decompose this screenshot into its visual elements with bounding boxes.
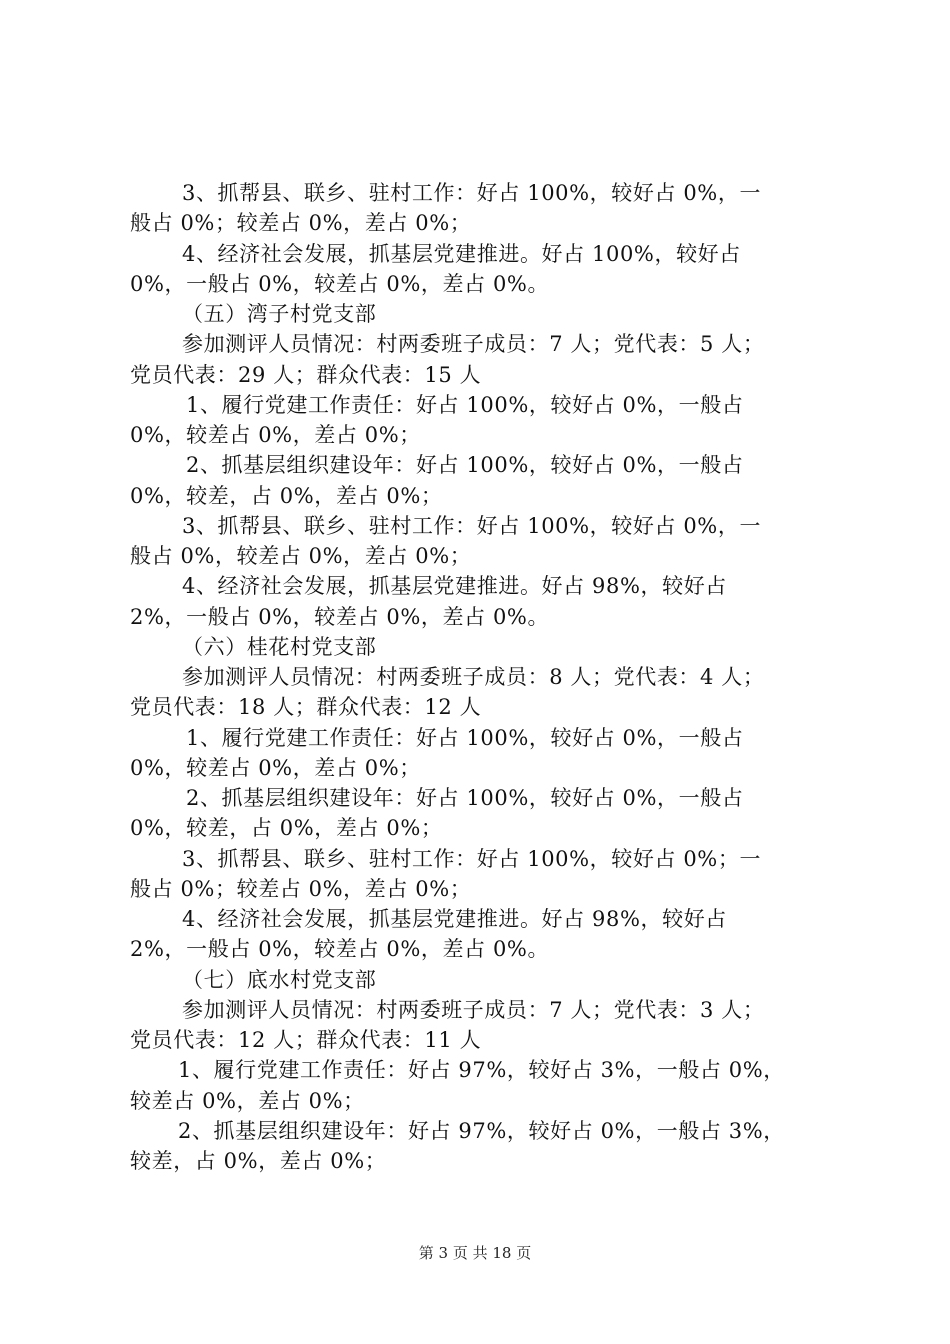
- text-line: 4、经济社会发展，抓基层党建推进。好占 98%，较好占: [182, 907, 727, 931]
- text-line: 党员代表：12 人；群众代表：11 人: [130, 1028, 482, 1052]
- text-line: 般占 0%；较差占 0%，差占 0%；: [130, 876, 472, 901]
- text-line: 参加测评人员情况：村两委班子成员：7 人；党代表：5 人；: [182, 332, 765, 357]
- text-line: 1、履行党建工作责任：好占 100%，较好占 0%，一般占: [186, 392, 744, 417]
- text-line: （五）湾子村党支部: [182, 302, 377, 326]
- text-line: （六）桂花村党支部: [182, 634, 377, 659]
- text-line: 1、履行党建工作责任：好占 97%，较好占 3%，一般占 0%，: [178, 1058, 785, 1083]
- text-line: 3、抓帮县、联乡、驻村工作：好占 100%，较好占 0%，一: [182, 513, 762, 538]
- text-line: 2%，一般占 0%，较差占 0%，差占 0%。: [130, 604, 550, 629]
- text-line: 参加测评人员情况：村两委班子成员：8 人；党代表：4 人；: [182, 665, 765, 689]
- text-line: 2%，一般占 0%，较差占 0%，差占 0%。: [130, 937, 550, 962]
- text-line: 2、抓基层组织建设年：好占 97%，较好占 0%，一般占 3%，: [178, 1118, 785, 1143]
- text-line: 2、抓基层组织建设年：好占 100%，较好占 0%，一般占: [186, 786, 744, 810]
- text-line: 较差占 0%，差占 0%；: [130, 1088, 365, 1113]
- text-line: 4、经济社会发展，抓基层党建推进。好占 98%，较好占: [182, 574, 727, 599]
- text-line: 2、抓基层组织建设年：好占 100%，较好占 0%，一般占: [186, 453, 744, 478]
- text-line: 0%，较差占 0%，差占 0%；: [130, 423, 421, 447]
- text-line: 般占 0%，较差占 0%，差占 0%；: [130, 544, 472, 568]
- text-line: 般占 0%；较差占 0%，差占 0%；: [130, 211, 472, 236]
- text-line: 党员代表：18 人；群众代表：12 人: [130, 695, 482, 720]
- text-line: 4、经济社会发展，抓基层党建推进。好占 100%，较好占: [182, 241, 741, 266]
- text-line: 0%，一般占 0%，较差占 0%，差占 0%。: [130, 271, 550, 296]
- text-line: 党员代表：29 人；群众代表：15 人: [130, 362, 482, 387]
- document-body: [130, 178, 842, 1176]
- text-line: 0%，较差，占 0%，差占 0%；: [130, 483, 443, 508]
- text-line: 0%，较差，占 0%，差占 0%；: [130, 816, 443, 841]
- text-line: 3、抓帮县、联乡、驻村工作：好占 100%，较好占 0%，一: [182, 181, 762, 205]
- text-line: 参加测评人员情况：村两委班子成员：7 人；党代表：3 人；: [182, 997, 765, 1022]
- page-footer: 第 3 页 共 18 页: [418, 1244, 532, 1262]
- text-line: 0%，较差占 0%，差占 0%；: [130, 755, 421, 780]
- text-line: 1、履行党建工作责任：好占 100%，较好占 0%，一般占: [186, 725, 744, 750]
- text-line: 较差，占 0%，差占 0%；: [130, 1149, 387, 1173]
- text-line: 3、抓帮县、联乡、驻村工作：好占 100%，较好占 0%；一: [182, 846, 762, 871]
- text-line: （七）底水村党支部: [182, 967, 377, 992]
